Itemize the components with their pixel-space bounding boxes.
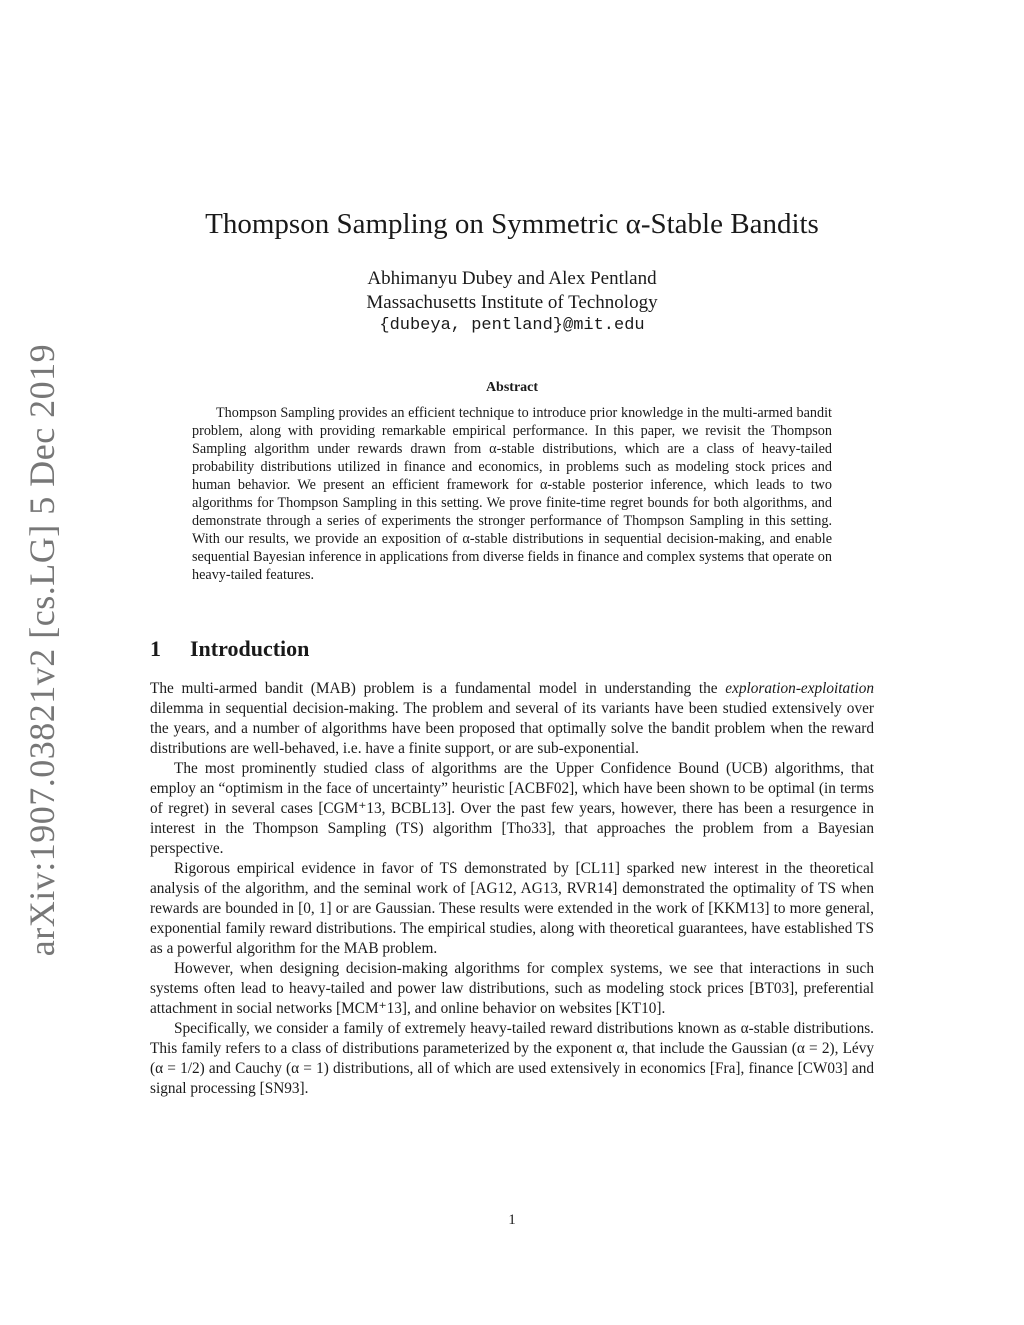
- intro-paragraph-1: [150, 679, 874, 759]
- paper-title: Thompson Sampling on Symmetric α-Stable Bandits: [205, 208, 819, 240]
- abstract-heading: Abstract: [485, 380, 539, 395]
- author-affiliation: Massachusetts Institute of Technology: [366, 292, 658, 313]
- abstract-text: Thompson Sampling provides an efficient technique to introduce prior knowledge in the multi-armed bandit problem, along with providing remarkable empirical performance. In this paper, we revisit the Thompson Sampling algorithm under rewards drawn from α-stable distributions, which are a class of heavy-tailed probability distributions utilized in finance and economics, in problems such as modeling stock prices and human behavior. We present an efficient framework for α-stable posterior inference, which leads to two algorithms for Thompson Sampling in this setting. We prove finite-time regret bounds for both algorithms, and demonstrate through a series of experiments the stronger performance of Thompson Sampling in this setting. With our results, we provide an exposition of α-stable distributions in sequential decision-making, and enable sequential Bayesian inference in applications from diverse fields in finance and complex systems that operate on heavy-tailed features.: [192, 405, 832, 583]
- section-title: Introduction: [190, 636, 310, 661]
- author-names: Abhimanyu Dubey and Alex Pentland: [367, 268, 657, 289]
- intro-paragraph-5: Specifically, we consider a family of extremely heavy-tailed reward distributions known as α-stable distributions. This family refers to a class of distributions parameterized by the exponent α, that include the Gaussian (α = 2), Lévy (α = 1/2) and Cauchy (α = 1) distributions, all of which are used extensively in economics [Fra], finance [CW03] and signal processing [SN93].: [150, 1020, 874, 1097]
- section-number: 1: [150, 636, 161, 661]
- intro-paragraph-2: The most prominently studied class of algorithms are the Upper Confidence Bound (UCB) algorithms, that employ an “optimism in the face of uncertainty” heuristic [ACBF02], which have been shown to be optimal (in terms of regret) in several cases [CGM⁺13, BCBL13]. Over the past few years, however, there has been a resurgence in interest in the Thompson Sampling (TS) algorithm [Tho33], that approaches the problem from a Bayesian perspective.: [150, 760, 874, 857]
- intro-p1-text-start: The multi-armed bandit (MAB) problem is a fundamental model in understanding the: [150, 680, 726, 697]
- arxiv-identifier: arXiv:1907.03821v2 [cs.LG] 5 Dec 2019: [22, 343, 62, 957]
- intro-p1-emphasis: exploration-exploitation: [725, 680, 874, 697]
- intro-paragraph-3: Rigorous empirical evidence in favor of TS demonstrated by [CL11] sparked new interest in the theoretical analysis of the algorithm, and the seminal work of [AG12, AG13, RVR14] demonstrated the optimality of TS when rewards are bounded in [0, 1] or are Gaussian. These results were extended in the work of [KKM13] to more general, exponential family reward distributions. The empirical studies, along with theoretical guarantees, have established TS as a powerful algorithm for the MAB problem.: [150, 860, 874, 957]
- page-number: 1: [508, 1212, 516, 1228]
- introduction-body: [150, 679, 874, 1099]
- intro-p1-text-end: dilemma in sequential decision-making. The problem and several of its variants have been studied extensively over the years, and a number of algorithms have been proposed that optimally solve the bandit problem when the reward distributions are well-behaved, i.e. have a finite support, or are sub-exponential.: [150, 700, 874, 757]
- author-email: {dubeya, pentland}@mit.edu: [379, 316, 645, 335]
- intro-paragraph-4: However, when designing decision-making algorithms for complex systems, we see that interactions in such systems often lead to heavy-tailed and power law distributions, such as modeling stock prices [BT03], preferential attachment in social networks [MCM⁺13], and online behavior on websites [KT10].: [150, 960, 874, 1017]
- section-heading: [150, 636, 874, 662]
